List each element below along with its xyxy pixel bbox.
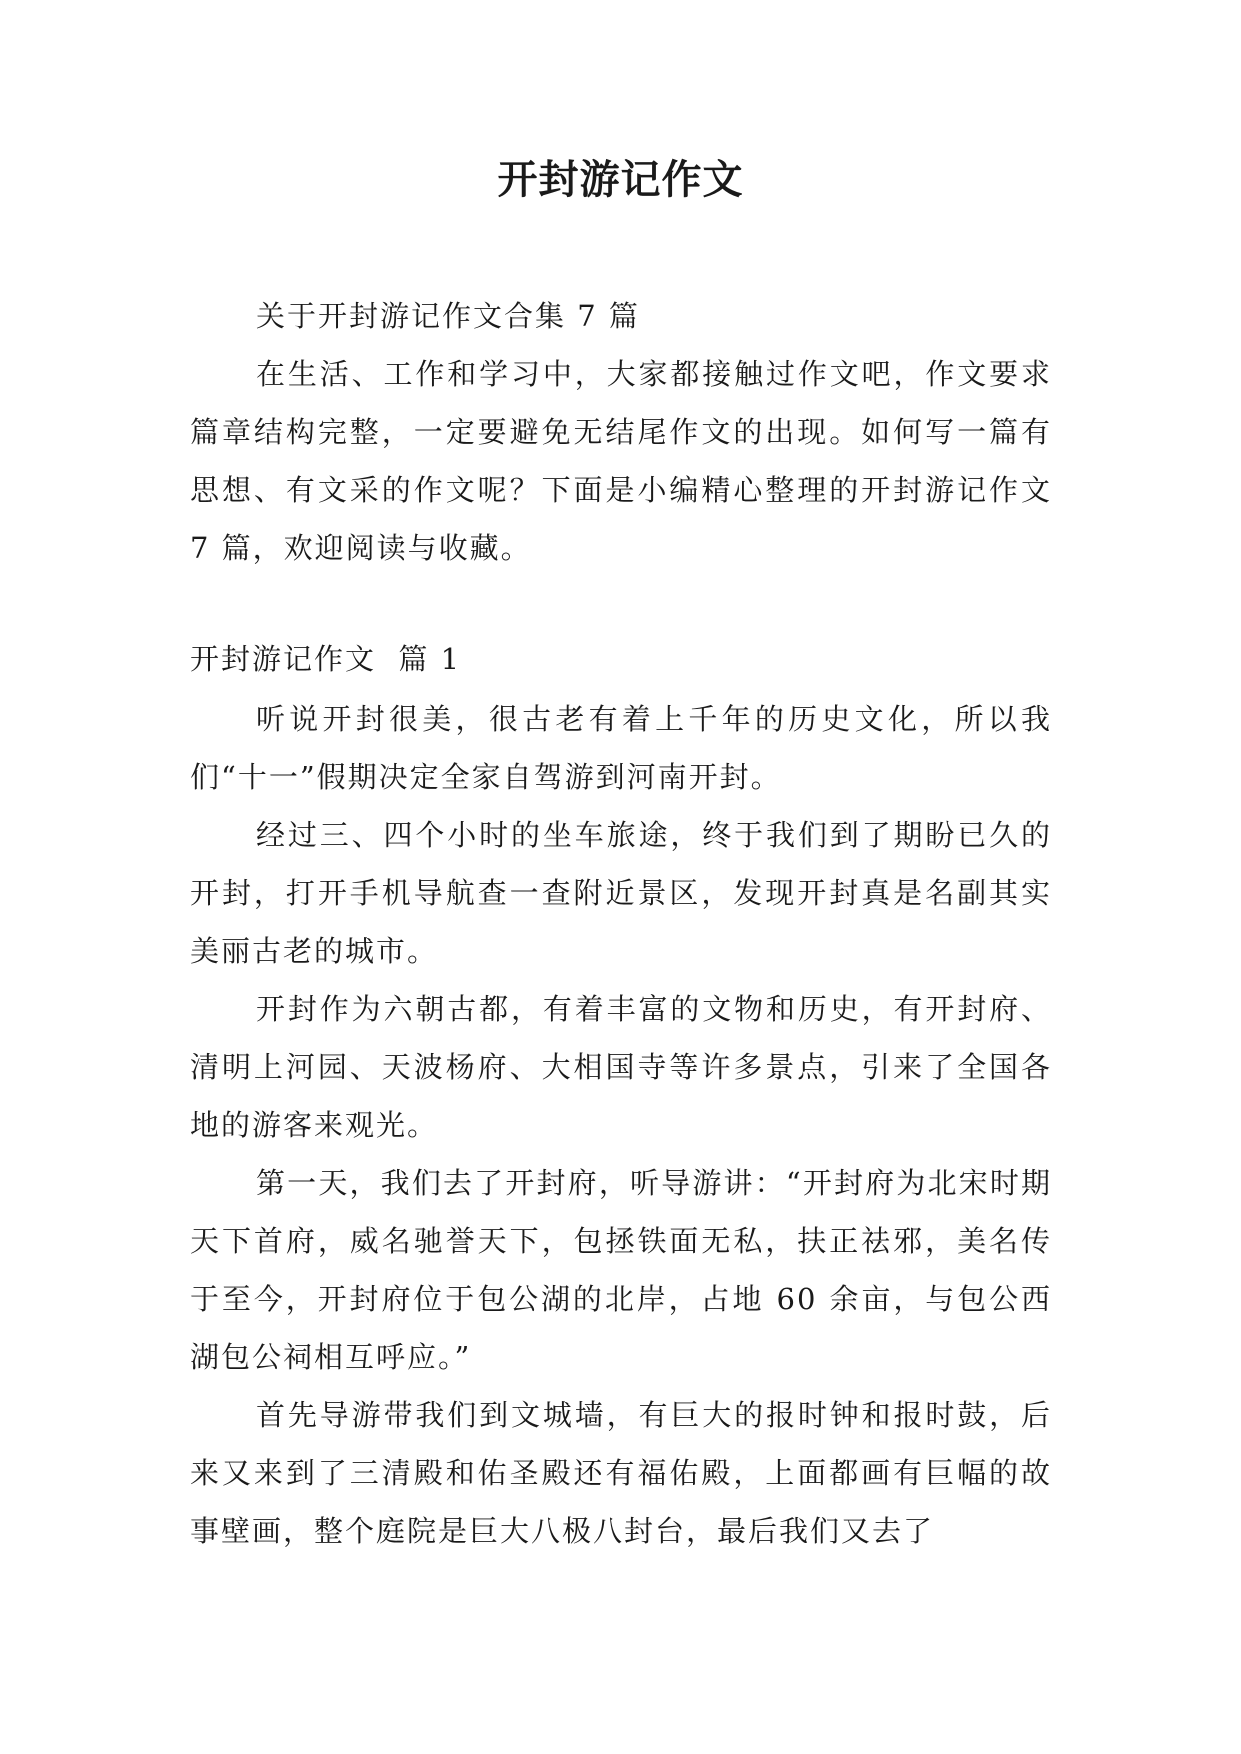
section-body <box>190 690 1052 1560</box>
paragraph: 经过三、四个小时的坐车旅途，终于我们到了期盼已久的开封，打开手机导航查一查附近景区，发现开封真是名副其实美丽古老的城市。 <box>190 818 1052 968</box>
paragraph: 第一天，我们去了开封府，听导游讲：“开封府为北宋时期天下首府，威名驰誉天下，包拯铁面无私，扶正祛邪，美名传于至今，开封府位于包公湖的北岸，占地 60 余亩，与包公西湖包公祠相互呼应。” <box>190 1166 1052 1374</box>
paragraph: 听说开封很美，很古老有着上千年的历史文化，所以我们“十一”假期决定全家自驾游到河南开封。 <box>190 702 1052 794</box>
document-title: 开封游记作文 <box>497 157 744 203</box>
section-heading: 开封游记作文 篇 1 <box>190 642 462 676</box>
document-subtitle: 关于开封游记作文合集 7 篇 <box>256 299 640 333</box>
intro-paragraph: 在生活、工作和学习中，大家都接触过作文吧，作文要求篇章结构完整，一定要避免无结尾作文的出现。如何写一篇有思想、有文采的作文呢？下面是小编精心整理的开封游记作文 7 篇，欢迎阅读与收藏。 <box>190 357 1052 565</box>
paragraph: 首先导游带我们到文城墙，有巨大的报时钟和报时鼓，后来又来到了三清殿和佑圣殿还有福佑殿，上面都画有巨幅的故事壁画，整个庭院是巨大八极八封台，最后我们又去了 <box>190 1398 1052 1548</box>
paragraph: 开封作为六朝古都，有着丰富的文物和历史，有开封府、清明上河园、天波杨府、大相国寺等许多景点，引来了全国各地的游客来观光。 <box>190 992 1052 1142</box>
